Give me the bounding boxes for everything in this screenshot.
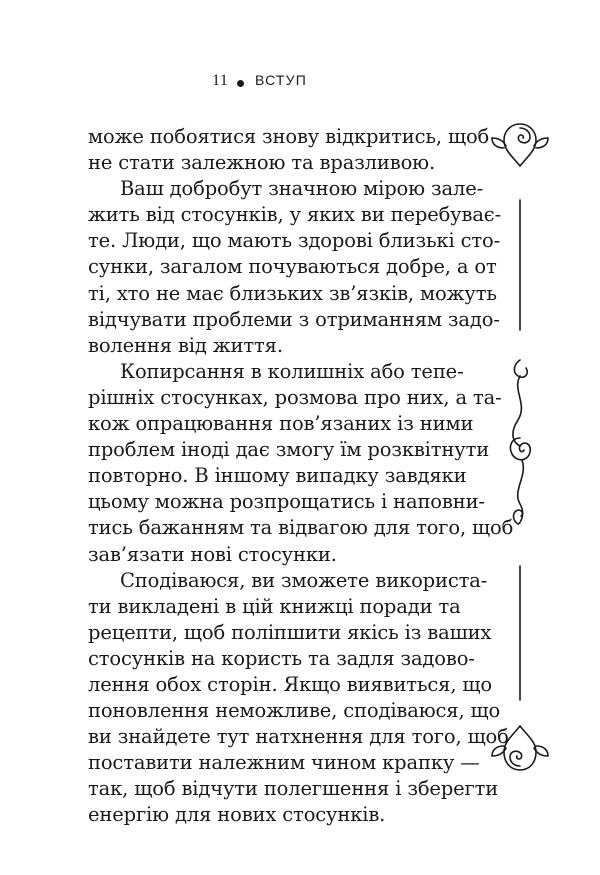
text-line: повторно. В іншому випадку завдяки <box>88 464 467 488</box>
text-line: ви знайдете тут натхнення для того, щоб <box>88 725 509 749</box>
text-line: рішніх стосунках, розмова про них, а та- <box>88 385 502 409</box>
text-line: відчувати проблеми з отриманням задо- <box>88 307 500 331</box>
text-line: стосунків на користь та задля задово- <box>88 646 475 670</box>
text-line: зав’язати нові стосунки. <box>88 542 337 566</box>
paragraph <box>88 568 509 829</box>
text-line: не стати залежною та вразливою. <box>88 151 436 175</box>
text-line: може побоятися знову відкритись, щоб <box>88 125 490 148</box>
text-line: Ваш добробут значною мірою зале- <box>120 177 484 201</box>
text-line: волення від життя. <box>88 333 283 357</box>
text-line: проблем іноді дає змогу їм розквітнути <box>88 438 490 462</box>
text-line: рецепти, щоб поліпшити якісь із ваших <box>88 620 492 644</box>
text-line: ти викладені в цій книжці поради та <box>88 594 461 618</box>
text-line: енергію для нових стосунків. <box>88 803 386 827</box>
text-line: кож опрацювання пов’язаних із ними <box>88 412 474 436</box>
paragraph <box>88 359 514 568</box>
text-line: ті, хто не має близьких зв’язків, можуть <box>88 281 497 305</box>
text-line: сунки, загалом почуваються добре, а от <box>88 255 497 279</box>
text-line: тись бажанням та відвагою для того, щоб <box>88 516 514 540</box>
paragraph <box>88 124 490 176</box>
section-title: ВСТУП <box>255 72 308 88</box>
text-line: жить від стосунків, у яких ви перебуває- <box>88 203 502 227</box>
text-line: те. Люди, що мають здорові близькі сто- <box>88 229 501 253</box>
text-line: Сподіваюся, ви зможете використа- <box>120 568 488 592</box>
text-line: цьому можна розпрощатись і наповни- <box>88 490 485 514</box>
body-text <box>88 124 514 829</box>
bullet-separator <box>237 80 244 87</box>
text-line: поставити належним чином крапку — <box>88 751 480 775</box>
text-line: Копирсання в колишніх або тепе- <box>120 359 464 383</box>
paragraph <box>88 176 502 359</box>
text-line: поновлення неможливе, сподіваюся, що <box>88 699 501 723</box>
rose-bud-icon <box>492 124 548 166</box>
text-line: лення обох сторін. Якщо виявиться, що <box>88 672 492 696</box>
page-number: 11 <box>212 72 229 89</box>
margin-ornament <box>490 120 550 800</box>
text-line: так, щоб відчути полегшення і зберегти <box>88 777 499 801</box>
swirl-vine-icon <box>510 360 530 524</box>
rose-bud-icon <box>492 726 548 770</box>
